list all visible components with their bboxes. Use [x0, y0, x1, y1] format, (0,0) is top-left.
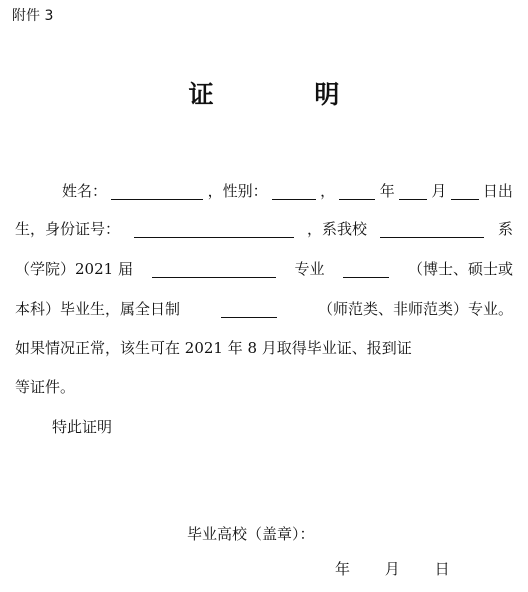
department-blank — [380, 220, 484, 238]
attachment-label: 附件 3 — [12, 8, 54, 24]
study-type-blank — [221, 300, 277, 318]
degree-options-label: （博士、硕士或 — [407, 260, 513, 278]
day-birth-label: 日出 — [482, 182, 513, 200]
signature-date — [335, 556, 450, 582]
sign-year-label: 年 — [335, 560, 351, 578]
body-line-study-mode — [15, 296, 513, 322]
undergrad-label: 本科）毕业生，属全日制 — [15, 300, 181, 318]
sign-day-label: 日 — [434, 560, 450, 578]
closing-phrase: 特此证明 — [52, 418, 113, 436]
gender-label: ，性别： — [207, 182, 268, 200]
department-label: 系 — [497, 220, 513, 238]
college-year-label: （学院）2021 届 — [15, 260, 133, 278]
name-label: 姓名： — [62, 182, 108, 200]
normal-options-label: （师范类、非师范类）专业。 — [317, 300, 513, 318]
major-blank — [152, 260, 276, 278]
certificate-sentence-end: 等证件。 — [15, 378, 76, 396]
body-line-name-gender-birthdate — [62, 178, 513, 204]
id-number-blank — [134, 220, 294, 238]
body-line-certificate-date — [15, 335, 513, 361]
body-line-closing — [15, 374, 513, 400]
name-blank — [111, 182, 203, 200]
sign-month-label: 月 — [384, 560, 400, 578]
birth-month-blank — [399, 182, 427, 200]
comma-separator: ， — [320, 182, 336, 200]
gender-blank — [272, 182, 316, 200]
major-label: 专业 — [294, 260, 325, 278]
month-label: 月 — [431, 182, 447, 200]
body-line-graduation-major — [15, 256, 513, 282]
birth-id-label: 生，身份证号： — [15, 220, 121, 238]
school-seal-label: 毕业高校（盖章）： — [187, 525, 315, 543]
birth-day-blank — [451, 182, 479, 200]
body-line-id-department — [15, 216, 513, 242]
document-title: 证 明 — [188, 80, 386, 109]
certificate-sentence: 如果情况正常，该生可在 2021 年 8 月取得毕业证、报到证 — [15, 339, 412, 357]
degree-blank — [343, 260, 389, 278]
year-label: 年 — [379, 182, 395, 200]
school-label: ，系我校 — [306, 220, 367, 238]
birth-year-blank — [339, 182, 375, 200]
